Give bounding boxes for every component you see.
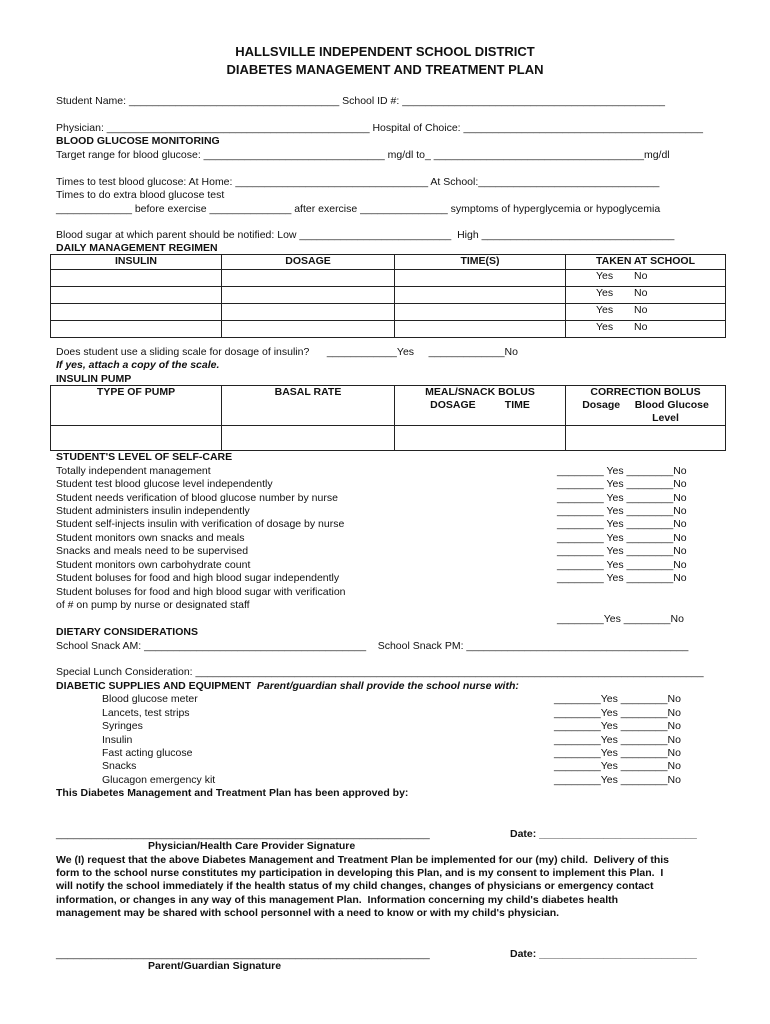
- self-care-item: Student boluses for food and high blood sugar independently: [56, 572, 340, 584]
- self-care-yes-no[interactable]: ________ Yes ________No: [557, 518, 687, 530]
- insulin-pump-heading: INSULIN PUMP: [56, 373, 132, 385]
- consent-paragraph-line: will notify the school immediately if the health status of my child changes, changes of physicians or emergency contact: [56, 880, 654, 892]
- supply-item: Snacks: [102, 760, 137, 772]
- pump-type-cell[interactable]: [51, 426, 222, 451]
- self-care-item: Snacks and meals need to be supervised: [56, 545, 249, 557]
- insulin-regimen-table: [50, 254, 726, 338]
- table-row: [51, 426, 726, 451]
- yes-option[interactable]: Yes: [596, 321, 614, 333]
- dosage-cell[interactable]: [222, 321, 395, 338]
- physician-signature-label: Physician/Health Care Provider Signature: [148, 840, 356, 852]
- supply-yes-no[interactable]: ________Yes ________No: [554, 747, 681, 759]
- self-care-yes-no[interactable]: ________ Yes ________No: [557, 559, 687, 571]
- supply-yes-no[interactable]: ________Yes ________No: [554, 693, 681, 705]
- attach-scale-note: If yes, attach a copy of the scale.: [56, 359, 220, 371]
- self-care-yes-no[interactable]: ________Yes ________No: [557, 613, 684, 625]
- approval-statement: This Diabetes Management and Treatment Plan has been approved by:: [56, 787, 409, 799]
- supply-item: Glucagon emergency kit: [102, 774, 216, 786]
- parent-signature-line[interactable]: ________________________________________________________________: [56, 948, 430, 960]
- self-care-item: Student monitors own snacks and meals: [56, 532, 245, 544]
- self-care-item: Totally independent management: [56, 465, 211, 477]
- self-care-yes-no[interactable]: ________ Yes ________No: [557, 545, 687, 557]
- form-title-plan: DIABETES MANAGEMENT AND TREATMENT PLAN: [226, 62, 544, 77]
- insulin-cell[interactable]: [51, 304, 222, 321]
- supply-yes-no[interactable]: ________Yes ________No: [554, 760, 681, 772]
- col-times: TIME(S): [395, 255, 566, 270]
- parent-date-field[interactable]: Date: ___________________________: [510, 948, 697, 960]
- table-row: [51, 304, 726, 321]
- student-name-field[interactable]: Student Name: ____________________________________ School ID #: _____________________________________________: [56, 95, 665, 107]
- self-care-item: of # on pump by nurse or designated staff: [56, 599, 250, 611]
- no-option[interactable]: No: [634, 287, 648, 299]
- supplies-heading: DIABETIC SUPPLIES AND EQUIPMENT: [56, 680, 252, 692]
- dosage-cell[interactable]: [222, 287, 395, 304]
- notify-threshold-field[interactable]: Blood sugar at which parent should be notified: Low __________________________ High _________________________________: [56, 229, 675, 241]
- dietary-heading: DIETARY CONSIDERATIONS: [56, 626, 198, 638]
- supply-yes-no[interactable]: ________Yes ________No: [554, 707, 681, 719]
- daily-regimen-heading: DAILY MANAGEMENT REGIMEN: [56, 242, 218, 254]
- supply-item: Syringes: [102, 720, 143, 732]
- self-care-item: Student administers insulin independently: [56, 505, 250, 517]
- times-cell[interactable]: [395, 270, 566, 287]
- times-test-field[interactable]: Times to test blood glucose: At Home: _________________________________ At School:_______________________________: [56, 176, 660, 188]
- yes-option[interactable]: Yes: [596, 287, 614, 299]
- col-pump-type: TYPE OF PUMP: [51, 386, 222, 426]
- dosage-cell[interactable]: [222, 304, 395, 321]
- special-lunch-field[interactable]: Special Lunch Consideration: _______________________________________________________________________________________: [56, 666, 704, 678]
- supply-item: Lancets, test strips: [102, 707, 190, 719]
- self-care-item: Student test blood glucose level independently: [56, 478, 273, 490]
- col-dosage: DOSAGE: [222, 255, 395, 270]
- supplies-note: Parent/guardian shall provide the school nurse with:: [256, 680, 519, 692]
- yes-option[interactable]: Yes: [596, 270, 614, 282]
- times-cell[interactable]: [395, 287, 566, 304]
- supplies-heading-line: [56, 680, 519, 693]
- self-care-yes-no[interactable]: ________ Yes ________No: [557, 505, 687, 517]
- self-care-yes-no[interactable]: ________ Yes ________No: [557, 572, 687, 584]
- parent-signature-label: Parent/Guardian Signature: [148, 960, 282, 972]
- col-basal-rate: BASAL RATE: [222, 386, 395, 426]
- target-range-field[interactable]: Target range for blood glucose: _______________________________ mg/dl to_ ____________________________________mg/dl: [56, 149, 670, 161]
- consent-paragraph-line: form to the school nurse constitutes my participation in developing this Plan, and is my consent to implement this Plan. I: [56, 867, 664, 879]
- basal-rate-cell[interactable]: [222, 426, 395, 451]
- no-option[interactable]: No: [634, 304, 648, 316]
- meal-bolus-cell[interactable]: [395, 426, 566, 451]
- col-meal-bolus: MEAL/SNACK BOLUS DOSAGE TIME: [395, 386, 566, 426]
- insulin-cell[interactable]: [51, 270, 222, 287]
- taken-yes-no[interactable]: [566, 270, 726, 287]
- self-care-yes-no[interactable]: ________ Yes ________No: [557, 532, 687, 544]
- sliding-scale-question[interactable]: Does student use a sliding scale for dosage of insulin? ____________Yes _____________No: [56, 346, 518, 358]
- taken-yes-no[interactable]: [566, 321, 726, 338]
- taken-yes-no[interactable]: [566, 304, 726, 321]
- insulin-cell[interactable]: [51, 321, 222, 338]
- self-care-yes-no[interactable]: ________ Yes ________No: [557, 492, 687, 504]
- taken-yes-no[interactable]: [566, 287, 726, 304]
- times-cell[interactable]: [395, 304, 566, 321]
- physician-signature-line[interactable]: ________________________________________________________________: [56, 828, 430, 840]
- physician-date-field[interactable]: Date: ___________________________: [510, 828, 697, 840]
- col-correction-bolus: CORRECTION BOLUS Dosage Blood Glucose Level: [566, 386, 726, 426]
- self-care-item: Student boluses for food and high blood sugar with verification: [56, 586, 346, 598]
- times-cell[interactable]: [395, 321, 566, 338]
- table-row: [51, 270, 726, 287]
- correction-bolus-cell[interactable]: [566, 426, 726, 451]
- consent-paragraph-line: information, or changes in any way of this management Plan. Information concerning my child's diabetes health: [56, 894, 619, 906]
- self-care-yes-no[interactable]: ________ Yes ________No: [557, 465, 687, 477]
- no-option[interactable]: No: [634, 321, 648, 333]
- table-row: [51, 287, 726, 304]
- dosage-cell[interactable]: [222, 270, 395, 287]
- supply-yes-no[interactable]: ________Yes ________No: [554, 734, 681, 746]
- bg-monitoring-heading: BLOOD GLUCOSE MONITORING: [56, 135, 220, 147]
- self-care-item: Student monitors own carbohydrate count: [56, 559, 251, 571]
- supply-item: Fast acting glucose: [102, 747, 193, 759]
- col-taken-at-school: TAKEN AT SCHOOL: [566, 255, 726, 270]
- supply-item: Insulin: [102, 734, 133, 746]
- supply-yes-no[interactable]: ________Yes ________No: [554, 720, 681, 732]
- supply-item: Blood glucose meter: [102, 693, 198, 705]
- physician-field[interactable]: Physician: _____________________________________________ Hospital of Choice: _________________________________________: [56, 122, 703, 134]
- school-snack-field[interactable]: School Snack AM: ______________________________________ School Snack PM: ______________________________________: [56, 640, 689, 652]
- supply-yes-no[interactable]: ________Yes ________No: [554, 774, 681, 786]
- consent-paragraph-line: management may be shared with school personnel with a need to know or with my child's physician.: [56, 907, 560, 919]
- self-care-item: Student self-injects insulin with verification of dosage by nurse: [56, 518, 345, 530]
- form-title-district: HALLSVILLE INDEPENDENT SCHOOL DISTRICT: [235, 44, 535, 59]
- table-row: [51, 321, 726, 338]
- times-extra-label: Times to do extra blood glucose test: [56, 189, 225, 201]
- self-care-yes-no[interactable]: ________ Yes ________No: [557, 478, 687, 490]
- col-insulin: INSULIN: [51, 255, 222, 270]
- no-option[interactable]: No: [634, 270, 648, 282]
- self-care-heading: STUDENT'S LEVEL OF SELF-CARE: [56, 451, 233, 463]
- consent-paragraph-line: We (I) request that the above Diabetes Management and Treatment Plan be implemented for our (my) child. Delivery of this: [56, 854, 670, 866]
- extra-test-field[interactable]: _____________ before exercise ______________ after exercise _______________ symptoms of hyperglycemia or hypoglycemia: [56, 203, 661, 215]
- yes-option[interactable]: Yes: [596, 304, 614, 316]
- insulin-cell[interactable]: [51, 287, 222, 304]
- insulin-pump-table: [50, 385, 726, 451]
- self-care-item: Student needs verification of blood glucose number by nurse: [56, 492, 338, 504]
